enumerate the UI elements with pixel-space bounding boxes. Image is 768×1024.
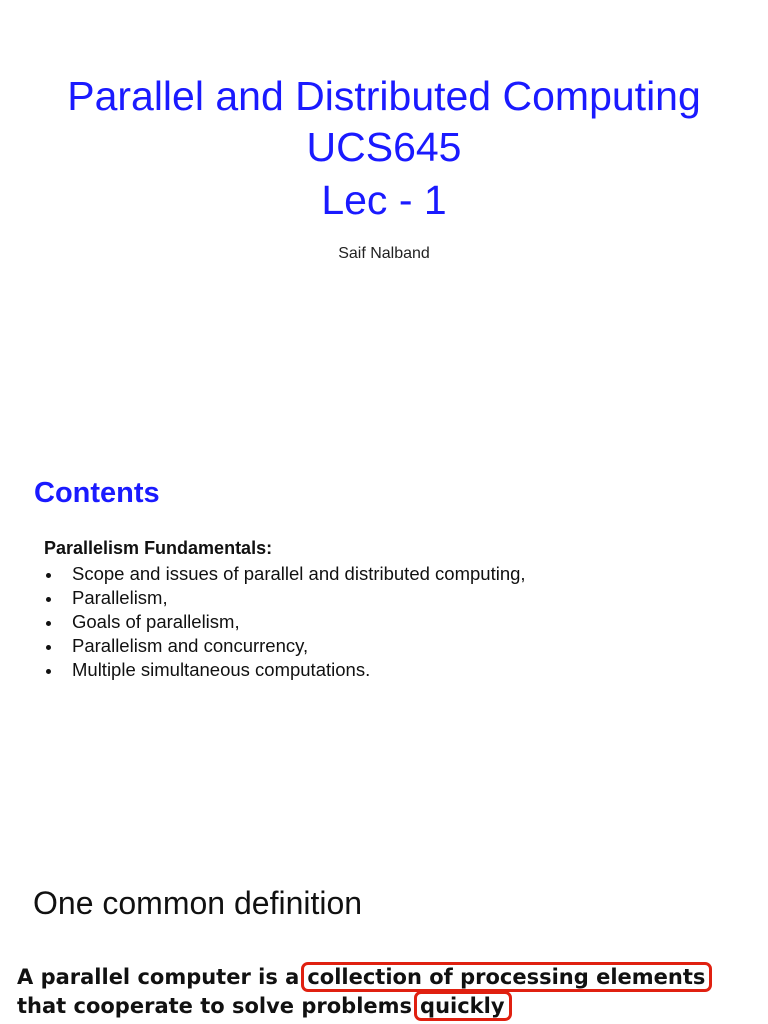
list-item-text: Goals of parallelism, [72, 611, 240, 632]
slide-title-course-code: UCS645 [306, 124, 462, 170]
list-item-text: Parallelism, [72, 587, 168, 608]
list-item [44, 658, 526, 682]
bullet-icon [46, 669, 51, 674]
list-item-text: Scope and issues of parallel and distributed computing, [72, 563, 526, 584]
section-label: Parallelism Fundamentals: [44, 538, 273, 558]
definition-line-1 [17, 963, 712, 992]
list-item-text: Multiple simultaneous computations. [72, 659, 371, 680]
contents-list [44, 562, 526, 682]
bullet-icon [46, 597, 51, 602]
definition-text: A parallel computer is a [17, 965, 300, 989]
highlighted-phrase: quickly [414, 991, 511, 1021]
slide-title-line-1: Parallel and Distributed Computing [67, 73, 701, 119]
author-name: Saif Nalband [338, 245, 430, 262]
list-item [44, 586, 526, 610]
highlighted-phrase: collection of processing elements [301, 962, 712, 992]
contents-slide [0, 430, 768, 850]
definition-slide [0, 850, 768, 1024]
bullet-icon [46, 645, 51, 650]
bullet-icon [46, 621, 51, 626]
list-item [44, 610, 526, 634]
list-item [44, 562, 526, 586]
definition-text: that cooperate to solve problems [17, 994, 413, 1018]
list-item [44, 634, 526, 658]
list-item-text: Parallelism and concurrency, [72, 635, 309, 656]
definition-line-2 [17, 992, 512, 1021]
bullet-icon [46, 573, 51, 578]
definition-heading: One common definition [33, 885, 363, 921]
slide-title-lecture-number: Lec - 1 [321, 177, 447, 223]
title-slide [0, 0, 768, 430]
contents-heading: Contents [34, 477, 160, 509]
